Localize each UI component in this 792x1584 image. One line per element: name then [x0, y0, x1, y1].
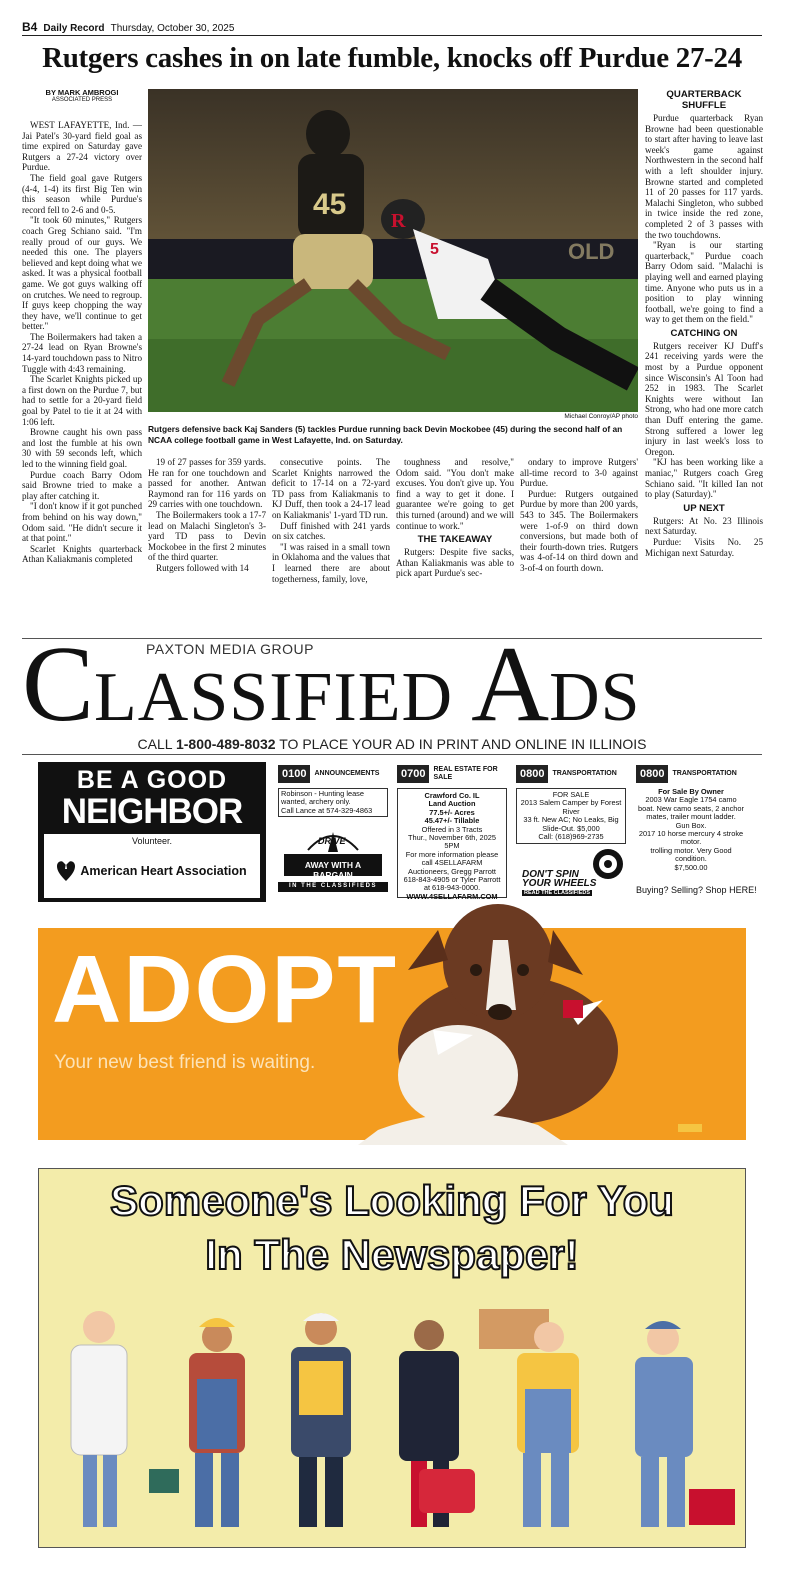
- paragraph: Purdue quarterback Ryan Browne had been questionable to start after having to leave last week's game against Northwestern in the second half with a left shoulder injury. Browne started and completed 11 of 20 passes for 117 yards. Malachi Singleton, who subbed in twice inside the red zone, completed 2 of 3 passes with the two touchdowns.: [645, 113, 763, 240]
- ad-0700: [397, 764, 507, 899]
- ad-category-header: [516, 764, 617, 783]
- ad-line: Call: (618)969-2735: [538, 832, 604, 842]
- paragraph: The field goal gave Rutgers (4-4, 1-4) its first Big Ten win this season while Purdue's record fell to 2-6 and 0-5.: [22, 172, 142, 215]
- ad-line: Robinson - Hunting lease wanted, archery only.: [281, 789, 364, 807]
- call-post: TO PLACE YOUR AD IN PRINT AND ONLINE IN ILLINOIS: [279, 736, 647, 752]
- welder-figure: [635, 1321, 735, 1527]
- ad-line: $7,500.00: [674, 862, 708, 872]
- paragraph: The Boilermakers took a 17-7 lead on Malachi Singleton's 3-yard TD pass to Devin Mockobee in the first 2 minutes of the third quarter.: [148, 509, 266, 563]
- paragraph: Rutgers: At No. 23 Illinois next Saturday.: [645, 515, 763, 537]
- paragraph: Rutgers receiver KJ Duff's 241 receiving yards were the most by a Purdue opponent since Wisconsin's Al Toon had 252 in 1983. The Scarlet Knights were without Ian Strong, who had one more catch than Duff entering the game. Strong suffered a lower leg injury in last week's loss to Oregon.: [645, 340, 763, 457]
- section-head-qb: QUARTERBACK SHUFFLE: [666, 89, 742, 111]
- ad-0100: [278, 764, 388, 899]
- paragraph: Browne caught his own pass and lost the fumble at his own 30 with 59 seconds left, which led to the winning field goal.: [22, 427, 142, 469]
- paragraph: Rutgers: Despite five sacks, Athan Kaliakmanis was able to pick apart Purdue's sec-: [396, 547, 514, 579]
- article-col-1: [22, 120, 142, 592]
- looking-line2: In The Newspaper!: [205, 1231, 579, 1278]
- ad-line: FOR SALE: [552, 790, 590, 799]
- ad-category-header: [636, 764, 737, 783]
- ad-line: Thur., November 6th, 2025: [408, 833, 496, 843]
- paragraph: Scarlet Knights quarterback Athan Kaliakmanis completed: [22, 543, 142, 565]
- drive-mid: AWAY WITH A BARGAIN: [304, 860, 362, 880]
- paragraph: "KJ has been working like a maniac," Rutgers coach Greg Schiano said. "It killed Ian not to play (Saturday).": [645, 457, 763, 500]
- photo-credit: Michael Conroy/AP photo: [564, 413, 638, 420]
- phone-number: 1-800-489-8032: [175, 736, 276, 752]
- call-pre: CALL: [137, 736, 173, 752]
- drive-bot: IN THE CLASSIFIEDS: [288, 883, 377, 889]
- paragraph: Rutgers followed with 14: [156, 562, 249, 573]
- ad-line: Crawford Co. IL: [424, 791, 480, 800]
- classified-title-lassified: LASSIFIED: [94, 659, 454, 736]
- article-col-5: [520, 457, 638, 592]
- issue-date: Thursday, October 30, 2025: [110, 23, 235, 34]
- ad-line: For more information please call 4SELLAFARM: [405, 849, 499, 868]
- dog-illustration: [338, 900, 628, 1150]
- headline: Rutgers cashes in on late fumble, knocks off Purdue 27-24: [42, 42, 742, 74]
- paragraph: "Ryan is our starting quarterback," Purdue coach Barry Odom said. "Malachi is playing well and earned playing time. Anyone who puts us in a position to play winning football, we're going to find a way to get them on the field.": [645, 240, 763, 325]
- paragraph: toughness and resolve," Odom said. "You don't make excuses. You don't give up. You find a way to get it done. I guarantee we're going to get this turned (around) and we will continue to work.": [396, 457, 514, 531]
- shop-here-line: Buying? Selling? Shop HERE!: [636, 885, 757, 895]
- classified-title-a: A: [471, 625, 550, 744]
- ad-category-header: [278, 764, 379, 783]
- drive-away-logo: [278, 822, 388, 900]
- looking-line1: Someone's Looking For You: [110, 1177, 674, 1224]
- wheel-icon: [592, 848, 624, 880]
- paragraph: WEST LAFAYETTE, Ind. — Jai Patel's 30-yard field goal as time expired on Saturday gave Rutgers a 27-24 victory over Purdue.: [22, 120, 142, 173]
- ad-0800-boat: [636, 764, 757, 899]
- paragraph: 19 of 27 passes for 359 yards. He ran for one touchdown and passed for another. Antwan Raymond ran for 116 yards on 29 carries with one touchdown.: [148, 457, 266, 510]
- byline-org: ASSOCIATED PRESS: [51, 97, 113, 103]
- paragraph: The Scarlet Knights picked up a first down on the Purdue 7, but had to settle for a 20-yard field goal by Patel to tie it at 24 with 1:06 left.: [22, 374, 142, 427]
- section-head-takeaway: THE TAKEAWAY: [417, 534, 493, 546]
- paragraph: Duff finished with 241 yards on six catches.: [272, 520, 390, 542]
- page-number: B4: [22, 20, 38, 34]
- adopt-subtitle: Your new best friend is waiting.: [54, 1052, 316, 1073]
- ad-line: Gun Box.: [675, 820, 707, 830]
- paragraph: "It took 60 minutes," Rutgers coach Greg Schiano said. "I'm really proud of our guys. We needed this one. The players believed and kept doing what we asked. It was a physical football game. We got guys walking off on crutches. We need to regroup. If guys keep chopping the way they have, we'll continue to get better.": [22, 215, 142, 332]
- paragraph: Purdue: Visits No. 25 Michigan next Saturday.: [645, 536, 763, 558]
- paper-name: Daily Record: [43, 23, 105, 34]
- ad-line: 2003 War Eagle 1754 camo boat. New camo seats, 2 anchor mates, trailer mount ladder.: [638, 795, 744, 822]
- ad-line: trolling motor. Very Good condition.: [650, 845, 732, 864]
- spin-l2: YOUR WHEELS: [522, 878, 597, 889]
- paragraph: consecutive points. The Scarlet Knights narrowed the deficit to 17-14 on a 72-yard TD pass from Kaliakmanis to KJ Duff, then took a 24-17 lead on Kaliakmanis' 1-yard TD run.: [272, 457, 390, 520]
- construction-figure: [149, 1318, 245, 1527]
- section-head-catching: CATCHING ON: [670, 327, 738, 339]
- ad-line: Call Lance at 574-329-4863: [281, 805, 373, 815]
- heart-torch-icon: [57, 860, 75, 882]
- football-photo-art: [148, 89, 638, 412]
- ad-line: 5PM: [444, 841, 460, 851]
- neighbor-ad: [38, 762, 266, 902]
- svg-text:OLD: OLD: [568, 239, 615, 264]
- page-header: [22, 20, 762, 36]
- paragraph: ondary to improve Rutgers' all-time record to 3-0 against Purdue.: [520, 457, 638, 489]
- adopt-accent-bar: [678, 1124, 702, 1132]
- spin-l3: READ THE CLASSIFIEDS: [524, 890, 591, 896]
- article-col-2: [148, 457, 266, 592]
- paragraph: The Boilermakers had taken a 27-24 lead on Ryan Browne's 14-yard touchdown pass to Nitro Tuggle with 4:43 remaining.: [22, 331, 142, 374]
- volunteer-text: Volunteer.: [131, 836, 173, 846]
- drive-top: DRIVE: [318, 836, 346, 846]
- category-number: 0800: [516, 765, 548, 783]
- ad-line: Land Auction: [428, 799, 476, 809]
- classified-title-ds: DS: [549, 659, 641, 736]
- paragraph: "I was raised in a small town in Oklahoma and the values that I learned there are about togetherness, family, love,: [272, 541, 390, 584]
- paramedic-figure: [399, 1320, 475, 1527]
- ad-line: 33 ft. New AC; No Leaks, Big Slide-Out. $5,000: [523, 815, 619, 833]
- article-col-4: [396, 457, 514, 592]
- ad-line: Offered in 3 Tracts: [421, 824, 483, 834]
- vest-figure: [291, 1313, 351, 1527]
- classified-group: PAXTON MEDIA GROUP: [146, 641, 314, 657]
- svg-text:5: 5: [430, 241, 439, 258]
- category-label: REAL ESTATE FOR SALE: [433, 765, 498, 781]
- paragraph: Purdue coach Barry Odom said Browne tried to make a play after catching it.: [22, 469, 142, 501]
- category-label: TRANSPORTATION: [672, 770, 737, 777]
- ad-line: For Sale By Owner: [658, 787, 724, 796]
- classified-title-c: C: [22, 625, 95, 744]
- classified-call-line: [22, 736, 762, 755]
- ad-line: 2017 10 horse mercury 4 stroke motor.: [638, 829, 744, 847]
- article-sidebar: [645, 86, 763, 592]
- ad-website: WWW.4SELLAFARM.COM: [406, 891, 498, 901]
- paragraph: Purdue: Rutgers outgained Purdue by more than 200 yards, 543 to 345. The Boilermakers were 1-of-9 on third down conversions, but made both of their fourth-down tries. Rutgers was 4-of-14 on third down and 3-of-4 on fourth down.: [520, 488, 638, 573]
- football-photo: [148, 89, 638, 412]
- svg-text:45: 45: [313, 188, 347, 221]
- ad-line: 77.5+/- Acres: [429, 807, 475, 817]
- adopt-title: ADOPT: [52, 936, 398, 1043]
- category-label: ANNOUNCEMENTS: [314, 770, 380, 777]
- article-col-3: [272, 457, 390, 592]
- byline: BY MARK AMBROGI: [45, 88, 119, 97]
- category-number: 0700: [397, 765, 429, 783]
- spin-l1: DON'T SPIN: [522, 869, 579, 880]
- category-label: TRANSPORTATION: [552, 770, 617, 777]
- category-number: 0100: [278, 765, 310, 783]
- dont-spin-logo: [518, 848, 626, 898]
- mover-figure: [479, 1309, 579, 1527]
- ad-0800-camper: [516, 764, 626, 899]
- workers-illustration: [39, 1309, 745, 1548]
- ad-line: Auctioneers, Gregg Parrott 618-843-4905 or Tyler Parrott at 618-943-0000.: [403, 866, 501, 893]
- neighbor-line1: BE A GOOD: [76, 766, 228, 794]
- photo-caption: Rutgers defensive back Kaj Sanders (5) tackles Purdue running back Devin Mockobee (45) during the second half of an NCAA college football game in West Lafayette, Ind. on Saturday.: [148, 424, 623, 445]
- neighbor-line2: NEIGHBOR: [61, 792, 243, 831]
- looking-ad: [38, 1168, 746, 1548]
- ad-line: 45.47+/- Tillable: [424, 816, 480, 826]
- section-head-upnext: UP NEXT: [683, 502, 725, 514]
- ad-category-header: [397, 764, 507, 783]
- aha-name: American Heart Association: [80, 864, 247, 878]
- ad-line: 2013 Salem Camper by Forest River: [520, 798, 622, 816]
- doctor-figure: [71, 1311, 127, 1527]
- svg-text:R: R: [391, 210, 406, 232]
- paragraph: "I don't know if it got punched from behind on his way down," Odom said. "He didn't secure it at that point.": [22, 501, 142, 544]
- adopt-ad: [38, 928, 746, 1140]
- category-number: 0800: [636, 765, 668, 783]
